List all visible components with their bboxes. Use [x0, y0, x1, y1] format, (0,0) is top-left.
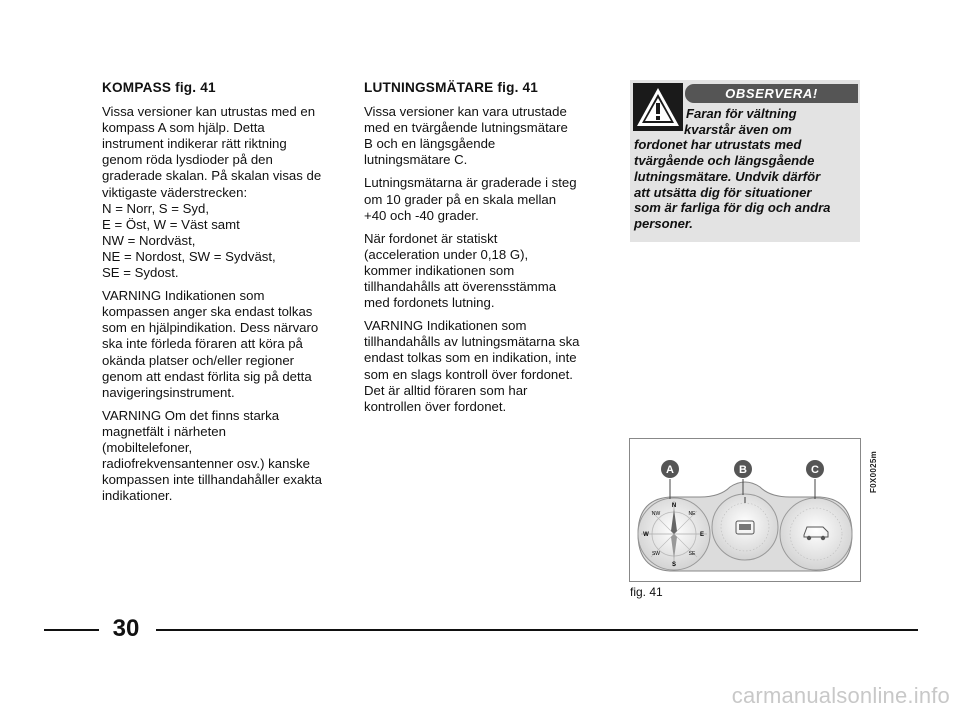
longitudinal-inclinometer-c: [780, 498, 852, 570]
kompass-paragraph-3: VARNING Om det finns starka magnetfält i närheten (mobiltelefoner, radiofrekvensantenner osv.) kanske kompassen inte tillhandahåller exakta indikationer.: [102, 407, 322, 504]
lutning-section: [364, 80, 600, 422]
label-a: A: [666, 464, 674, 476]
gauges-illustration: [630, 439, 860, 581]
label-c: C: [811, 464, 819, 476]
compass-gauge-a: [638, 498, 710, 570]
warning-line-1: Faran för vältning: [686, 106, 797, 121]
lutning-paragraph-3: När fordonet är statiskt (acceleration under 0,18 G), kommer indikationen som tillhandahålls att överensstämma med fordonets lutning.: [364, 230, 557, 311]
figure-code: F0X0025m: [869, 451, 878, 493]
warning-line-2: kvarstår även om: [684, 121, 792, 137]
lutning-heading: LUTNINGSMÄTARE fig. 41: [364, 80, 539, 95]
warning-line-rest: fordonet har utrustats med tvärgående och längsgående lutningsmätare. Undvik därför att utsätta dig för situationer som är farliga för dig och andra personer.: [634, 137, 831, 231]
lutning-paragraph-2: Lutningsmätarna är graderade i steg om 10 grader på en skala mellan +40 och -40 grader.: [364, 175, 577, 223]
warning-text: [634, 106, 860, 232]
lutning-paragraph-4: VARNING Indikationen som tillhandahålls av lutningsmätarna ska endast tolkas som en indikation, inte som en slags kontroll över fordonet. Det är alltid föraren som har kontrollen över fordonet.: [364, 318, 580, 414]
page-number: 30: [112, 615, 140, 642]
footer-rule-right: [156, 629, 918, 631]
footer-rule-left: [44, 629, 99, 631]
kompass-paragraph-1: Vissa versioner kan utrustas med en kompass A som hjälp. Detta instrument indikerar rätt riktning genom röda lysdioder på den graderade skalan. På skalan visas de viktigaste väderstrecken: N = Norr, S = Syd, E = Öst, W = Väst samt NW = Nordväst, NE = Nordost, SW = Sydväst, SE = Sydost.: [102, 104, 322, 281]
figure-41: [629, 438, 861, 582]
kompass-heading: KOMPASS fig. 41: [102, 80, 216, 95]
watermark: carmanualsonline.info: [731, 683, 950, 708]
compass-mark-se: SE: [688, 551, 696, 557]
compass-mark-n: N: [671, 503, 677, 509]
compass-mark-nw: NW: [651, 511, 661, 517]
lutning-paragraph-1: Vissa versioner kan vara utrustade med en tvärgående lutningsmätare B och en längsgående lutningsmätare C.: [364, 104, 568, 168]
kompass-paragraph-2: VARNING Indikationen som kompassen anger ska endast tolkas som en hjälpindikation. Dess närvaro ska inte förleda föraren att köra på okända platser och/eller regioner genom att endast förlita sig på detta navigeringsinstrument.: [102, 288, 319, 400]
compass-mark-s: S: [671, 562, 677, 568]
figure-caption: fig. 41: [630, 585, 663, 599]
compass-mark-e: E: [699, 532, 705, 538]
kompass-section: [102, 80, 338, 511]
compass-mark-w: W: [643, 532, 649, 538]
compass-mark-ne: NE: [688, 511, 696, 517]
label-b: B: [739, 464, 747, 476]
compass-mark-sw: SW: [651, 551, 661, 557]
transverse-inclinometer-b: [712, 494, 778, 560]
observera-badge: OBSERVERA!: [685, 84, 858, 103]
